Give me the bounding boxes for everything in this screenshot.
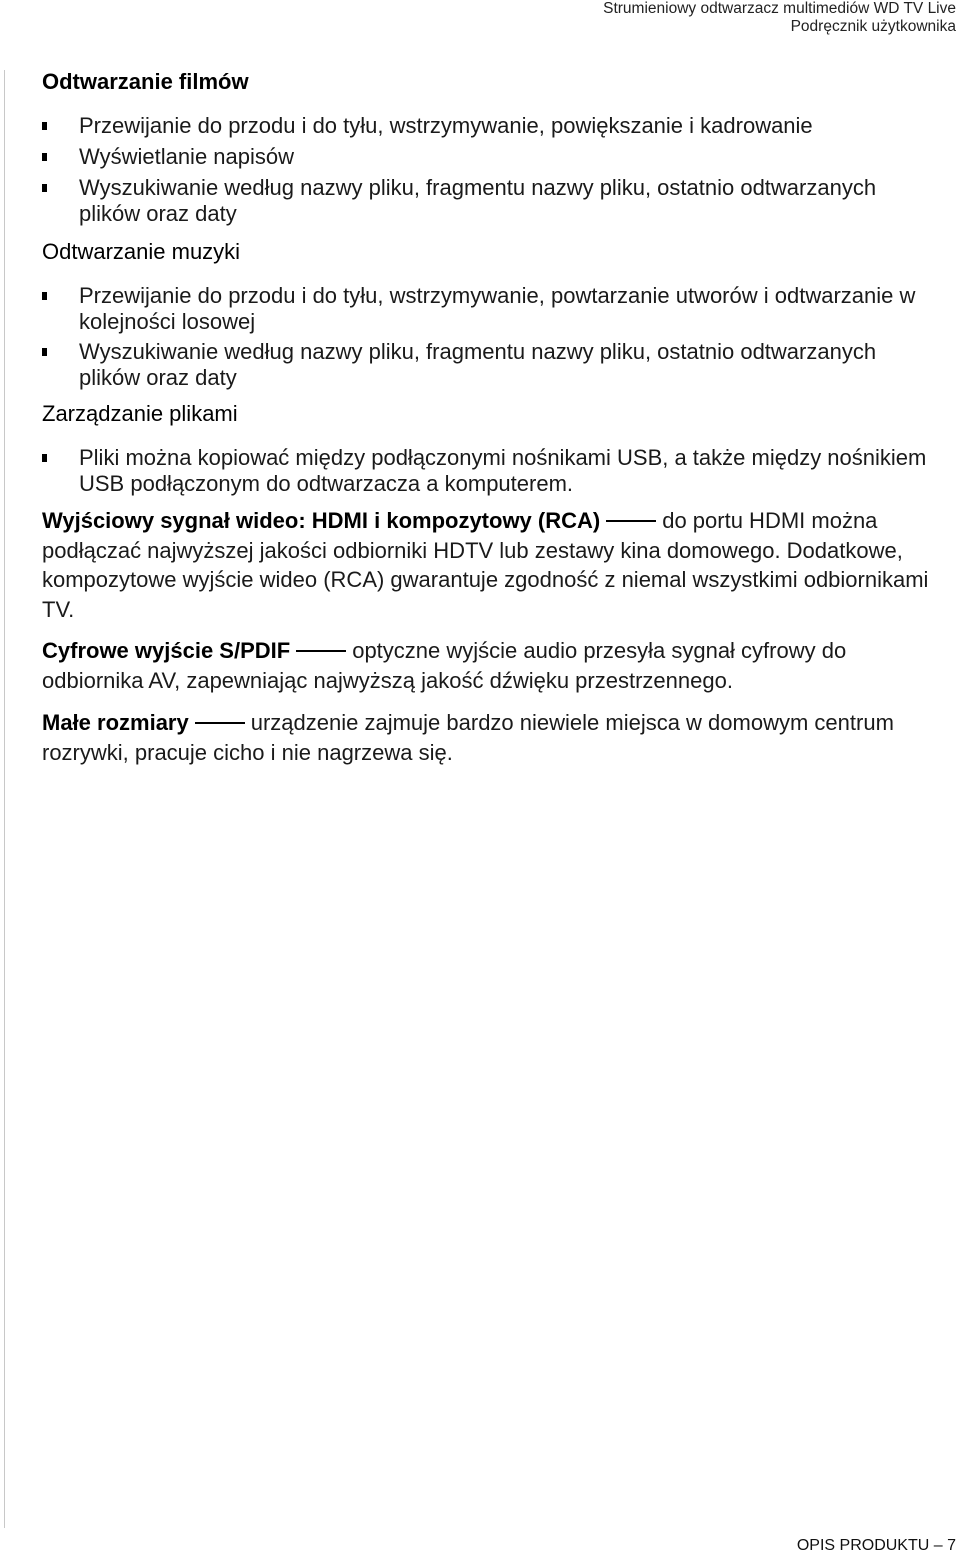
header-manual-title: Podręcznik użytkownika: [790, 18, 956, 35]
em-dash: [296, 650, 346, 652]
em-dash: [606, 520, 656, 522]
feature-body: optyczne wyjście audio przesyła sygnał cyfrowy do odbiornika AV, zapewniając najwyższą jakość dźwięku przestrzennego.: [42, 638, 847, 693]
bullet-square-icon: [42, 454, 47, 462]
page-footer: OPIS PRODUKTU – 7: [796, 1537, 956, 1554]
header-product-title: Strumieniowy odtwarzacz multimediów WD TV Live: [603, 0, 956, 17]
left-margin-rule: [4, 70, 5, 1528]
section-heading-music: Odtwarzanie muzyki: [42, 239, 241, 264]
list-item: Wyświetlanie napisów: [42, 144, 942, 170]
em-dash: [195, 722, 245, 724]
feature-lead: Małe rozmiary: [42, 710, 189, 735]
feature-body: urządzenie zajmuje bardzo niewiele miejsca w domowym centrum rozrywki, pracuje cicho i nie nagrzewa się.: [42, 710, 894, 765]
list-item: Pliki można kopiować między podłączonymi nośnikami USB, a także między nośnikiem USB podłączonym do odtwarzacza a komputerem.: [42, 445, 942, 497]
list-item: Przewijanie do przodu i do tyłu, wstrzymywanie, powtarzanie utworów i odtwarzanie w kolejności losowej: [42, 283, 942, 335]
bullet-square-icon: [42, 292, 47, 300]
running-header: [603, 0, 956, 36]
section-heading-movies: Odtwarzanie filmów: [42, 69, 249, 94]
section-heading-files: Zarządzanie plikami: [42, 401, 238, 426]
feature-lead: Cyfrowe wyjście S/PDIF: [42, 638, 291, 663]
bullet-square-icon: [42, 153, 47, 161]
bullet-square-icon: [42, 184, 47, 192]
list-item: Wyszukiwanie według nazwy pliku, fragmentu nazwy pliku, ostatnio odtwarzanych plików oraz daty: [42, 339, 942, 391]
list-item: Przewijanie do przodu i do tyłu, wstrzymywanie, powiększanie i kadrowanie: [42, 113, 942, 139]
feature-paragraph-video-output: [42, 506, 942, 624]
feature-body: do portu HDMI można podłączać najwyższej jakości odbiorniki HDTV lub zestawy kina domowego. Dodatkowe, kompozytowe wyjście wideo (RCA) gwarantuje zgodność z niemal wszystkimi odbiornikami TV.: [42, 508, 929, 622]
feature-paragraph-spdif: [42, 636, 942, 695]
feature-paragraph-size: [42, 708, 942, 767]
bullet-square-icon: [42, 122, 47, 130]
feature-lead: Wyjściowy sygnał wideo: HDMI i kompozytowy (RCA): [42, 508, 601, 533]
bullet-square-icon: [42, 348, 47, 356]
list-item: Wyszukiwanie według nazwy pliku, fragmentu nazwy pliku, ostatnio odtwarzanych plików oraz daty: [42, 175, 942, 227]
